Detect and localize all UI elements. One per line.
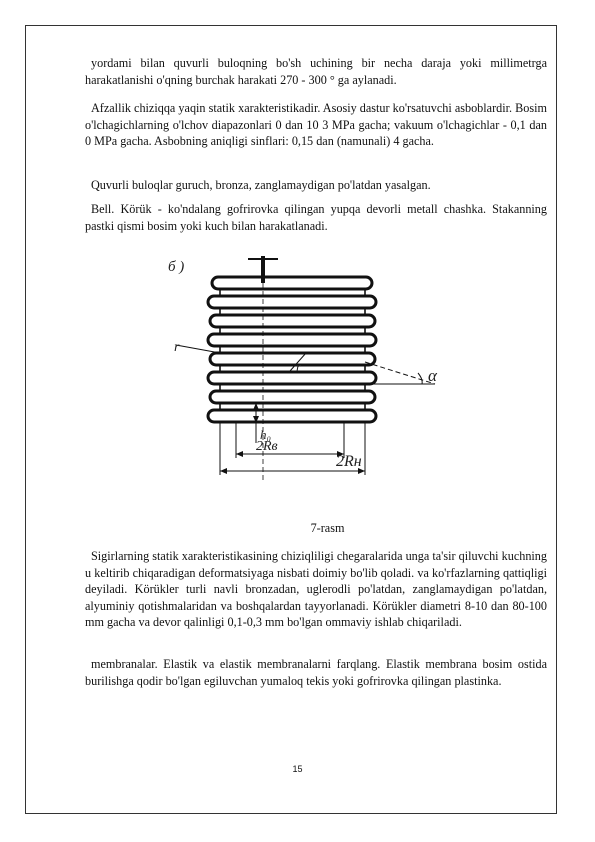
- figure-label-h0: h₀: [260, 427, 272, 442]
- figure-label-2rn: 2Rн: [336, 453, 362, 470]
- figure-label-alpha: α: [428, 366, 437, 385]
- paragraph-4: Bell. Körük - ko'ndalang gofrirovka qilingan yupqa devorli metall chashka. Stakanning pastki qismi bosim yoki kuch bilan harakatlanadi.: [85, 202, 547, 233]
- bellows-figure: [160, 253, 460, 483]
- figure-label-r: r: [174, 340, 180, 355]
- figure-label-2rv: 2Rв: [256, 439, 278, 454]
- figure-label-r-inner: r: [296, 359, 302, 374]
- bellows-diagram: [160, 253, 460, 483]
- paragraph-6: membranalar. Elastik va elastik membranalarni farqlang. Elastik membrana bosim ostida burilishga qodir bo'lgan egiluvchan yumaloq tekis yoki gofrirovka qilingan plastinka.: [85, 657, 547, 688]
- paragraph-3: Quvurli buloqlar guruch, bronza, zanglamaydigan po'latdan yasalgan.: [91, 178, 431, 192]
- page-number: 15: [292, 764, 303, 774]
- figure-label-b: б ): [168, 259, 185, 275]
- paragraph-5: Sigirlarning statik xarakteristikasining chiziqliligi chegaralarida unga ta'sir qiluvchi kuchning u keltirib chiqaradigan deformatsiyaga nisbati doimiy bo'lib qoladi. va ko'rfazlarning qattiqligi deyiladi. Körükler turli navli bronzadan, uglerodli po'latdan, zanglamaydigan po'latdan, alyuminiy qotishmalaridan va boshqalardan tayyorlanadi. Körükler diametri 8-10 dan 80-100 mm gacha va devor qalinligi 0,1-0,3 mm bo'lgan ommaviy ishlab chiqariladi.: [85, 549, 547, 630]
- paragraph-2: Afzallik chiziqqa yaqin statik xarakteristikadir. Asosiy dastur ko'rsatuvchi asboblardir. Bosim o'lchagichlarning o'lchov diapazonlari 0 dan 10 3 MPa gacha; vakuum o'lchagichlar - 0,1 dan 0 MPa gacha. Asbobning aniqligi sinflari: 0,15 dan (namunali) 4 gacha.: [85, 101, 547, 149]
- paragraph-1: yordami bilan quvurli buloqning bo'sh uchining bir necha daraja yoki millimetrga harakatlanishi o'qning burchak harakati 270 - 300 ° ga aylanadi.: [85, 56, 547, 87]
- figure-caption: 7-rasm: [310, 521, 345, 535]
